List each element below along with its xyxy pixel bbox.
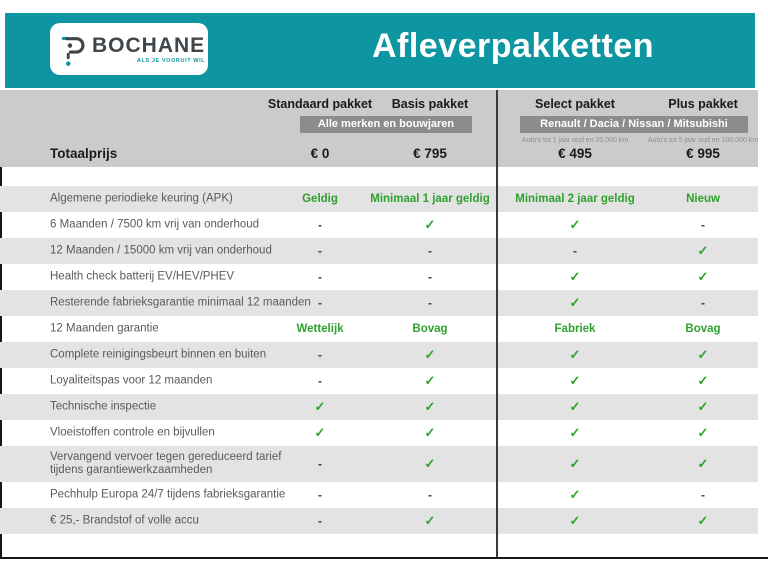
feature-label: Algemene periodieke keuring (APK) [50,192,233,205]
check-icon: ✓ [569,513,581,528]
check-icon: ✓ [697,399,709,414]
dash-mark: - [428,244,432,258]
price-plus: € 995 [686,146,720,161]
brand-tagline: ALS JE VOORUIT WIL [136,57,206,64]
dash-mark: - [701,296,705,310]
feature-value: Minimaal 2 jaar geldig [515,193,635,205]
check-icon: ✓ [424,399,436,414]
check-icon: ✓ [424,456,436,471]
package-name-select: Select pakket [535,97,615,111]
check-icon: ✓ [697,269,709,284]
dash-mark: - [318,457,322,471]
package-name-plus: Plus pakket [668,97,738,111]
feature-value: Bovag [412,323,448,335]
feature-value: Fabriek [554,323,596,335]
check-icon: ✓ [569,487,581,502]
feature-label: 6 Maanden / 7500 km vrij van onderhoud [50,218,260,231]
feature-label: Technische inspectie [50,400,157,413]
feature-row [0,238,758,264]
feature-value: Nieuw [686,193,720,205]
dash-mark: - [573,244,577,258]
feature-row [0,482,758,508]
feature-label: Loyaliteitspas voor 12 maanden [50,374,213,387]
feature-row [0,264,758,290]
feature-row [0,212,758,238]
feature-label: Vervangend vervoer tegen gereduceerd tarief tijdens garantiewerkzaamheden [50,451,282,476]
table-bottom-border [0,557,768,559]
feature-label: 12 Maanden / 15000 km vrij van onderhoud [50,244,272,257]
package-note-plus: Auto's tot 5 jaar oud en 100.000 km [647,137,759,144]
price-basis: € 795 [413,146,447,161]
feature-label: Complete reinigingsbeurt binnen en buiten [50,348,267,361]
feature-row [0,186,758,212]
header-banner [5,13,755,88]
feature-row [0,368,758,394]
feature-row [0,316,758,342]
check-icon: ✓ [424,513,436,528]
check-icon: ✓ [314,399,326,414]
feature-label: € 25,- Brandstof of volle accu [50,514,199,527]
check-icon: ✓ [569,269,581,284]
feature-label: Pechhulp Europa 24/7 tijdens fabrieksgarantie [50,488,286,501]
bochane-logo [50,23,208,75]
check-icon: ✓ [697,347,709,362]
dash-mark: - [701,218,705,232]
check-icon: ✓ [314,425,326,440]
banner-merken-rechts: Renault / Dacia / Nissan / Mitsubishi [520,116,748,133]
price-standaard: € 0 [310,146,330,161]
price-select: € 495 [558,146,592,161]
check-icon: ✓ [424,217,436,232]
check-icon: ✓ [569,217,581,232]
feature-rows [0,186,758,534]
package-name-standaard: Standaard pakket [267,97,373,111]
logo-text [92,35,205,64]
dash-mark: - [318,218,322,232]
check-icon: ✓ [424,425,436,440]
feature-row [0,446,758,482]
dash-mark: - [318,348,322,362]
check-icon: ✓ [569,399,581,414]
feature-value: Wettelijk [296,323,344,335]
feature-value: Geldig [302,193,338,205]
package-name-basis: Basis pakket [391,97,469,111]
column-divider [496,90,498,557]
check-icon: ✓ [569,456,581,471]
dash-mark: - [318,244,322,258]
feature-row [0,420,758,446]
banner-alle-merken: Alle merken en bouwjaren [300,116,472,133]
package-note-select: Auto's tot 1 jaar oud en 20.000 km [521,137,629,144]
feature-label: Vloeistoffen controle en bijvullen [50,426,215,439]
check-icon: ✓ [697,243,709,258]
bochane-logo-icon [60,30,86,68]
check-icon: ✓ [697,456,709,471]
feature-row [0,508,758,534]
check-icon: ✓ [697,425,709,440]
feature-row [0,394,758,420]
feature-row [0,342,758,368]
feature-value: Minimaal 1 jaar geldig [370,193,490,205]
feature-value: Bovag [685,323,721,335]
dash-mark: - [318,488,322,502]
dash-mark: - [428,488,432,502]
brand-name: BOCHANE [92,33,206,57]
check-icon: ✓ [569,295,581,310]
page-title: Afleverpakketten [371,27,654,65]
dash-mark: - [428,270,432,284]
check-icon: ✓ [569,347,581,362]
feature-label: 12 Maanden garantie [50,322,159,335]
check-icon: ✓ [697,513,709,528]
dash-mark: - [701,488,705,502]
dash-mark: - [428,296,432,310]
check-icon: ✓ [697,373,709,388]
check-icon: ✓ [569,373,581,388]
dash-mark: - [318,374,322,388]
check-icon: ✓ [569,425,581,440]
table-header-band [0,90,758,167]
feature-row [0,290,758,316]
feature-label: Health check batterij EV/HEV/PHEV [50,270,235,283]
check-icon: ✓ [424,347,436,362]
check-icon: ✓ [424,373,436,388]
dash-mark: - [318,270,322,284]
totaalprijs-label: Totaalprijs [50,146,118,161]
feature-label: Resterende fabrieksgarantie minimaal 12 maanden [50,296,311,309]
dash-mark: - [318,296,322,310]
dash-mark: - [318,514,322,528]
